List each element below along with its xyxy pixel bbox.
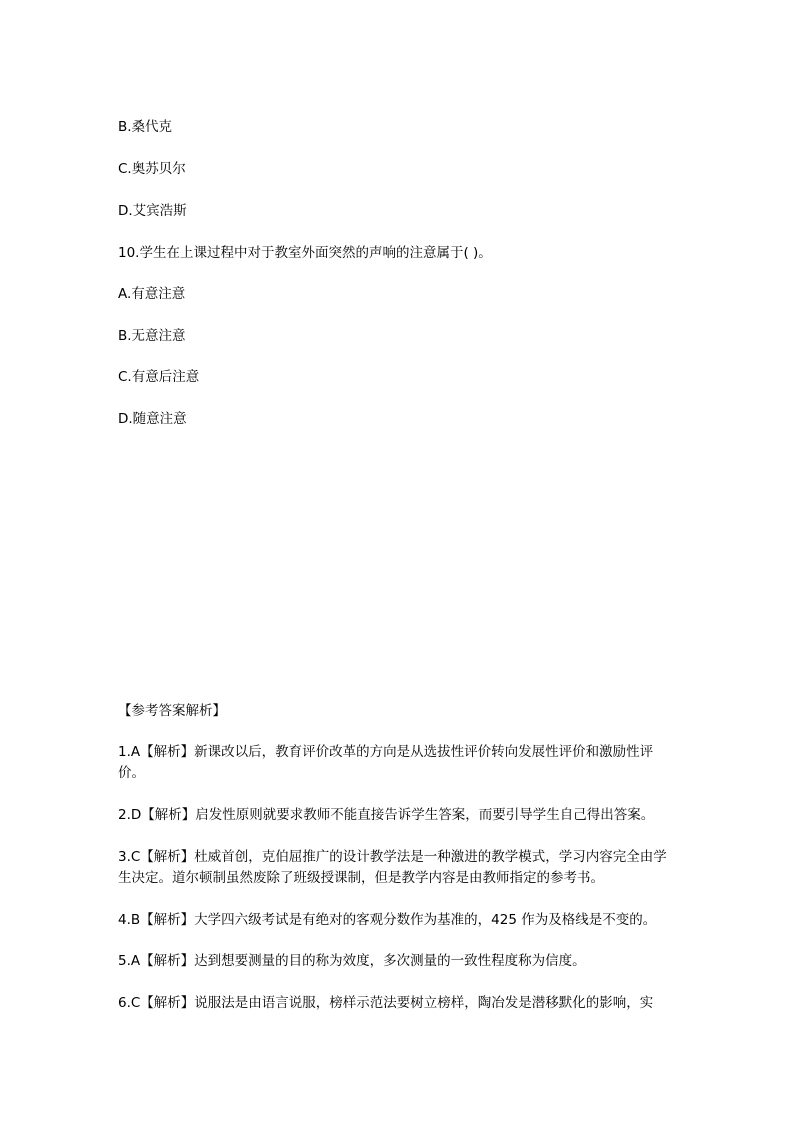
answer-item-5: 5.A【解析】达到想要测量的目的称为效度，多次测量的一致性程度称为信度。 — [118, 953, 586, 969]
answer-item-3: 3.C【解析】杜威首创，克伯屈推广的设计教学法是一种激进的教学模式，学习内容完全由学生决定。道尔顿制虽然废除了班级授课制，但是教学内容是由教师指定的参考书。 — [118, 849, 667, 886]
q10-option-c: C.有意后注意 — [118, 369, 200, 385]
answers-heading: 【参考答案解析】 — [118, 703, 226, 719]
q10-option-a: A.有意注意 — [118, 286, 186, 302]
answer-item-1: 1.A【解析】新课改以后，教育评价改革的方向是从选拔性评价转向发展性评价和激励性评价。 — [118, 744, 654, 781]
q10-stem: 10.学生在上课过程中对于教室外面突然的声响的注意属于( )。 — [118, 245, 492, 261]
q10-option-d: D.随意注意 — [118, 411, 187, 427]
q10-option-b: B.无意注意 — [118, 328, 186, 344]
q9-option-b: B.桑代克 — [118, 119, 173, 135]
answer-item-4: 4.B【解析】大学四六级考试是有绝对的客观分数作为基准的，425 作为及格线是不变的。 — [118, 912, 657, 928]
answer-item-2: 2.D【解析】启发性原则就要求教师不能直接告诉学生答案，而要引导学生自己得出答案。 — [118, 807, 655, 823]
answer-item-6: 6.C【解析】说服法是由语言说服，榜样示范法要树立榜样，陶冶发是潜移默化的影响，实 — [118, 995, 654, 1011]
q9-option-c: C.奥苏贝尔 — [118, 161, 186, 177]
q9-option-d: D.艾宾浩斯 — [118, 203, 187, 219]
